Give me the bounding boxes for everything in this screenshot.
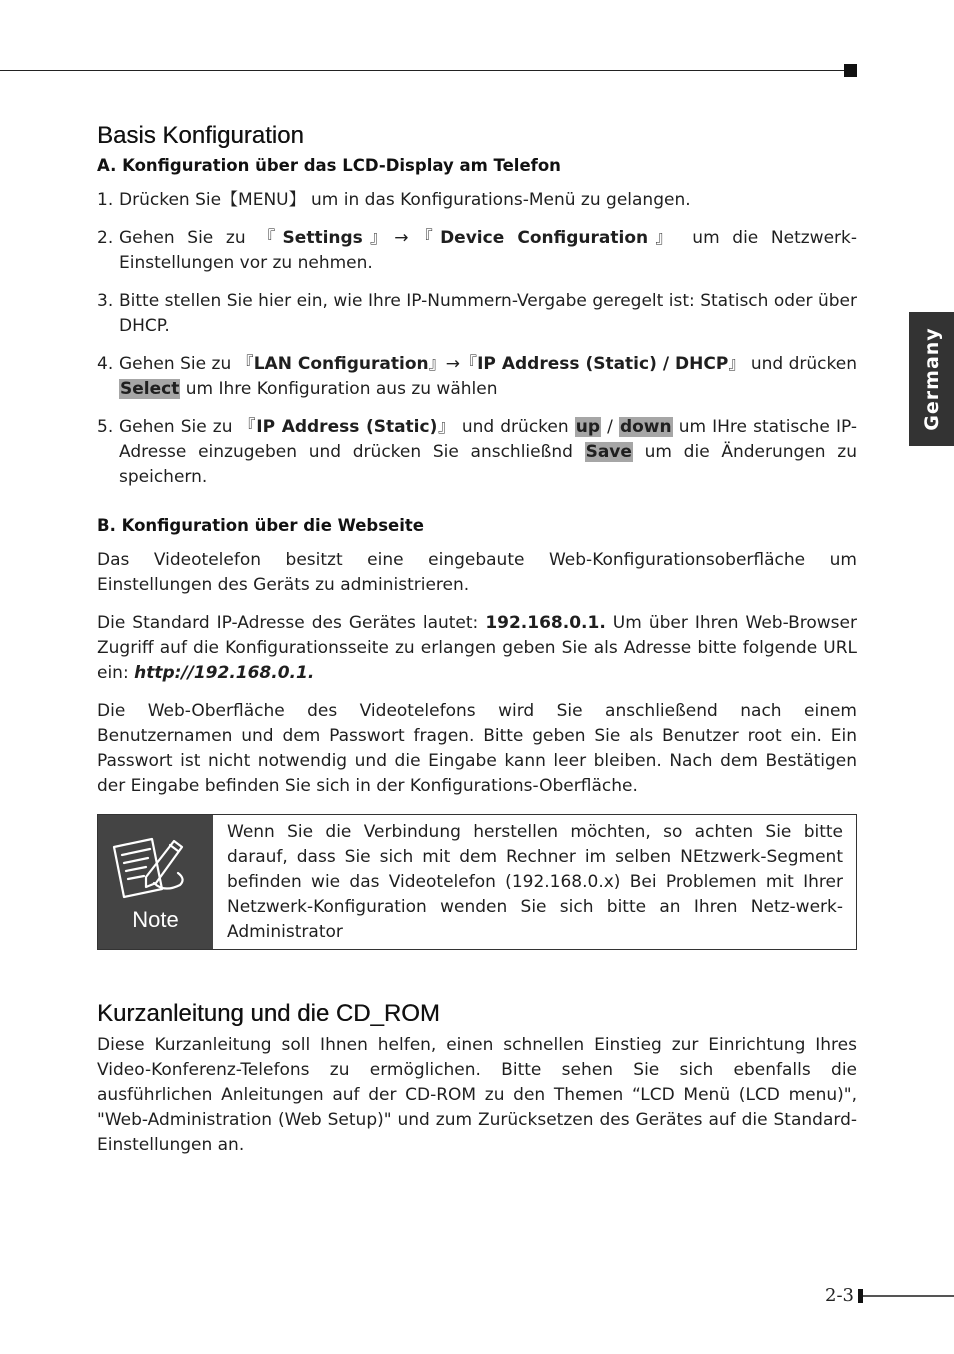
paragraph-text: Die Standard IP-Adresse des Gerätes lautet:: [97, 613, 486, 633]
list-item: [97, 415, 857, 490]
step-text: um Ihre Konfiguration aus zu wählen: [180, 379, 498, 399]
list-number: 1.: [97, 190, 114, 210]
step-text: 』 und drücken: [728, 354, 857, 374]
list-item: [97, 289, 857, 339]
list-item: [97, 352, 857, 402]
step-text: 』 um die Netzwerk-Einstellungen vor zu nehmen.: [119, 228, 858, 273]
list-number: 2.: [97, 228, 114, 248]
paragraph-web-intro: Das Videotelefon besitzt eine eingebaute Web-Konfigurationsoberfläche um Einstellungen des Geräts zu administrieren.: [97, 550, 857, 595]
list-text: [119, 289, 857, 339]
note-box: [97, 814, 857, 950]
key-save: Save: [585, 442, 632, 462]
menu-settings: Settings: [282, 228, 363, 248]
step-text: 』→『: [428, 354, 478, 374]
menu-lan-configuration: LAN Configuration: [253, 354, 429, 374]
list-text: [119, 415, 857, 490]
step-text: um die Änderungen zu speichern.: [119, 442, 857, 487]
list-number: 5.: [97, 417, 114, 437]
section-title-basis: Basis Konfiguration: [97, 122, 304, 149]
note-icon-panel: [98, 815, 213, 949]
page-number: 2-3: [825, 1285, 854, 1306]
list-item: [97, 188, 857, 213]
key-down: down: [619, 417, 672, 437]
list-number: 3.: [97, 291, 114, 311]
menu-device-configuration: Device Configuration: [440, 228, 649, 248]
step-text: 』 und drücken: [437, 417, 575, 437]
language-tab: [909, 312, 954, 446]
step-text: /: [601, 417, 619, 437]
list-text: [119, 188, 857, 213]
ip-address: 192.168.0.1.: [485, 613, 606, 633]
section-title-kurzanleitung: Kurzanleitung und die CD_ROM: [97, 1000, 440, 1027]
language-tab-label: Germany: [920, 327, 943, 431]
menu-ip-address-static: IP Address (Static): [256, 417, 438, 437]
paragraph-login: Die Web-Oberfläche des Videotelefons wird Sie anschließend nach einem Benutzernamen und dem Passwort fragen. Bitte geben Sie als Benutzer root ein. Ein Passwort ist nicht notwendig und die Eingabe kann leer bleiben. Nach dem Bestätigen der Eingabe befinden Sie sich in der Konfigurations-Oberfläche.: [97, 701, 857, 796]
header-rule: [0, 70, 850, 71]
note-text-container: [213, 815, 856, 949]
page-content: [97, 122, 857, 1158]
note-label: Note: [132, 907, 179, 932]
list-item: [97, 226, 857, 276]
paragraph-ip: [97, 611, 857, 686]
footer-rule: [863, 1295, 954, 1297]
menu-ip-address: IP Address (Static) / DHCP: [477, 354, 729, 374]
subheading-web: B. Konfiguration über die Webseite: [97, 516, 424, 535]
key-up: up: [575, 417, 601, 437]
list-text: [119, 352, 857, 402]
step-text: Gehen Sie zu 『: [119, 417, 257, 437]
step-text: Bitte stellen Sie hier ein, wie Ihre IP-Nummern-Vergabe geregelt ist: Statisch oder über DHCP.: [119, 291, 857, 336]
step-text: Gehen Sie zu 『: [119, 354, 254, 374]
step-text: 』→『: [362, 228, 441, 248]
step-text: Gehen Sie zu 『: [119, 228, 283, 248]
step-text: Drücken Sie【MENU】 um in das Konfigurations-Menü zu gelangen.: [119, 190, 691, 210]
list-text: [119, 226, 857, 276]
header-square: [844, 64, 857, 77]
paragraph-kurzanleitung: Diese Kurzanleitung soll Ihnen helfen, einen schnellen Einstieg zur Einrichtung Ihres Video-Konferenz-Telefons zu ermöglichen. Bitte sehen Sie sich ebenfalls die ausführlichen Anleitungen auf der CD-ROM zu den Themen “LCD Menü (LCD menu)", "Web-Administration (Web Setup)" und zum Zurücksetzen des Gerätes auf die Standard-Einstellungen an.: [97, 1035, 857, 1155]
subheading-lcd: A. Konfiguration über das LCD-Display am Telefon: [97, 156, 561, 175]
list-number: 4.: [97, 354, 114, 374]
note-pencil-icon: [110, 833, 190, 903]
url-text: http://192.168.0.1.: [134, 663, 315, 683]
note-text: Wenn Sie die Verbindung herstellen möchten, so achten Sie bitte darauf, dass Sie sich mit dem Rechner im selben NEtzwerk-Segment befinden wie das Videotelefon (192.168.0.x) Bei Problemen mit Ihrer Netzwerk-Konfiguration wenden Sie sich bitte an Ihren Netz-werk-Administrator: [227, 822, 843, 942]
key-select: Select: [120, 379, 180, 399]
step-text: um IHre statische IP-Adresse einzugeben und drücken Sie anschließnd: [119, 417, 857, 462]
paragraph-text: Um über Ihren Web-Browser Zugriff auf die Konfigurationsseite zu erlangen geben Sie als Adresse bitte folgende URL ein:: [97, 613, 857, 683]
